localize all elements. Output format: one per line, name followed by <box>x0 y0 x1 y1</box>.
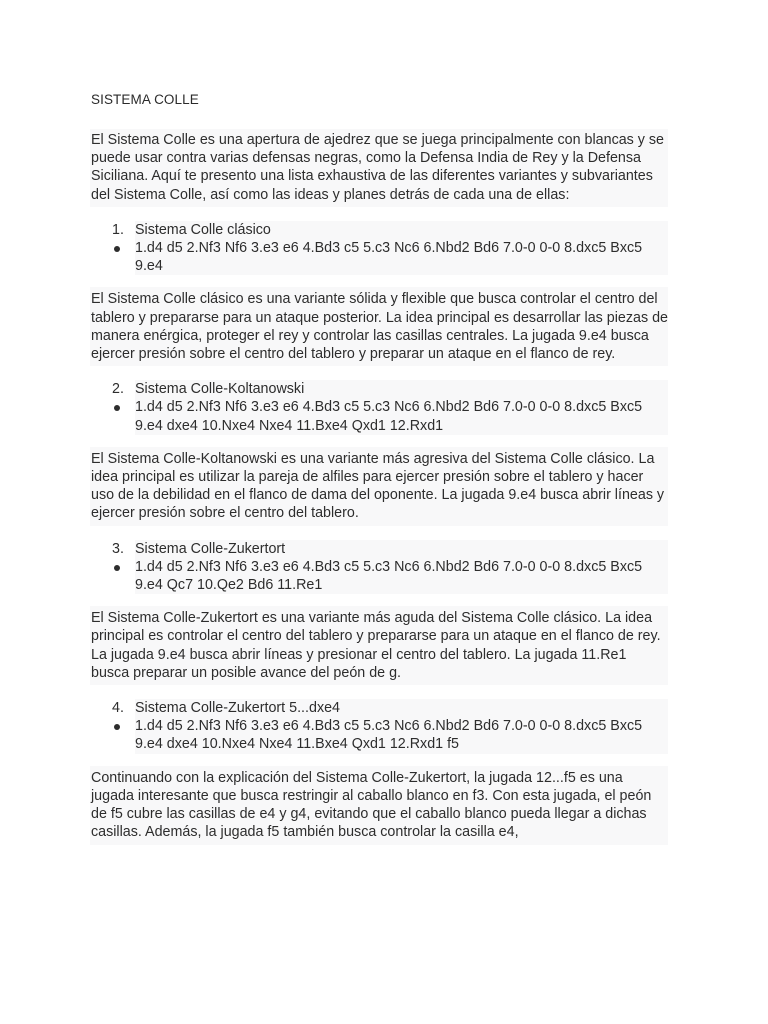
variant-description: El Sistema Colle-Zukertort es una variante más aguda del Sistema Colle clásico. La idea principal es controlar el centro del tablero y prepararse para un ataque en el flanco de rey. La jugada 9.e4 busca abrir líneas y presionar el centro del tablero. La jugada 11.Re1 busca preparar un posible avance del peón de g. <box>90 606 668 685</box>
bullet-icon <box>90 717 135 753</box>
variant-name: Sistema Colle clásico <box>135 221 668 239</box>
variant-list-item <box>90 380 668 435</box>
bullet-icon <box>90 558 135 594</box>
variant-description: El Sistema Colle clásico es una variante sólida y flexible que busca controlar el centro del tablero y prepararse para un ataque posterior. La idea principal es desarrollar las piezas de manera enérgica, proteger el rey y controlar las casillas centrales. La jugada 9.e4 busca ejercer presión sobre el centro del tablero y preparar un ataque en el flanco de rey. <box>90 287 668 366</box>
variant-moves: 1.d4 d5 2.Nf3 Nf6 3.e3 e6 4.Bd3 c5 5.c3 Nc6 6.Nbd2 Bd6 7.0-0 0-0 8.dxc5 Bxc5 9.e4 dxe4 10.Nxe4 Nxe4 11.Bxe4 Qxd1 12.Rxd1 f5 <box>135 717 668 753</box>
document-body <box>90 129 668 845</box>
variant-moves: 1.d4 d5 2.Nf3 Nf6 3.e3 e6 4.Bd3 c5 5.c3 Nc6 6.Nbd2 Bd6 7.0-0 0-0 8.dxc5 Bxc5 9.e4 dxe4 10.Nxe4 Nxe4 11.Bxe4 Qxd1 12.Rxd1 <box>135 398 668 434</box>
list-number: 2. <box>112 381 124 398</box>
variant-name: Sistema Colle-Koltanowski <box>135 380 668 398</box>
list-number: 4. <box>112 700 124 717</box>
variant-moves: 1.d4 d5 2.Nf3 Nf6 3.e3 e6 4.Bd3 c5 5.c3 Nc6 6.Nbd2 Bd6 7.0-0 0-0 8.dxc5 Bxc5 9.e4 Qc7 10.Qe2 Bd6 11.Re1 <box>135 558 668 594</box>
variant-list-item <box>90 699 668 754</box>
bullet-icon <box>90 398 135 434</box>
variant-list-item <box>90 221 668 276</box>
list-number: 1. <box>112 221 124 238</box>
list-number: 3. <box>112 540 124 557</box>
page-title: SISTEMA COLLE <box>91 92 199 107</box>
variant-description: Continuando con la explicación del Sistema Colle-Zukertort, la jugada 12...f5 es una jugada interesante que busca restringir al caballo blanco en f3. Con esta jugada, el peón de f5 cubre las casillas de e4 y g4, evitando que el caballo blanco pueda llegar a dichas casillas. Además, la jugada f5 también busca controlar la casilla e4, <box>90 766 668 845</box>
variant-description: El Sistema Colle-Koltanowski es una variante más agresiva del Sistema Colle clásico. La idea principal es utilizar la pareja de alfiles para ejercer presión sobre el tablero y hacer uso de la debilidad en el flanco de dama del oponente. La jugada 9.e4 busca abrir líneas y ejercer presión sobre el centro del tablero. <box>90 447 668 526</box>
variant-list-item <box>90 540 668 595</box>
variant-moves: 1.d4 d5 2.Nf3 Nf6 3.e3 e6 4.Bd3 c5 5.c3 Nc6 6.Nbd2 Bd6 7.0-0 0-0 8.dxc5 Bxc5 9.e4 <box>135 239 668 275</box>
bullet-icon <box>90 239 135 275</box>
variant-name: Sistema Colle-Zukertort <box>135 540 668 558</box>
intro-paragraph: El Sistema Colle es una apertura de ajedrez que se juega principalmente con blancas y se puede usar contra varias defensas negras, como la Defensa India de Rey y la Defensa Siciliana. Aquí te presento una lista exhaustiva de las diferentes variantes y subvariantes del Sistema Colle, así como las ideas y planes detrás de cada una de ellas: <box>90 129 668 207</box>
variant-name: Sistema Colle-Zukertort 5...dxe4 <box>135 699 668 717</box>
